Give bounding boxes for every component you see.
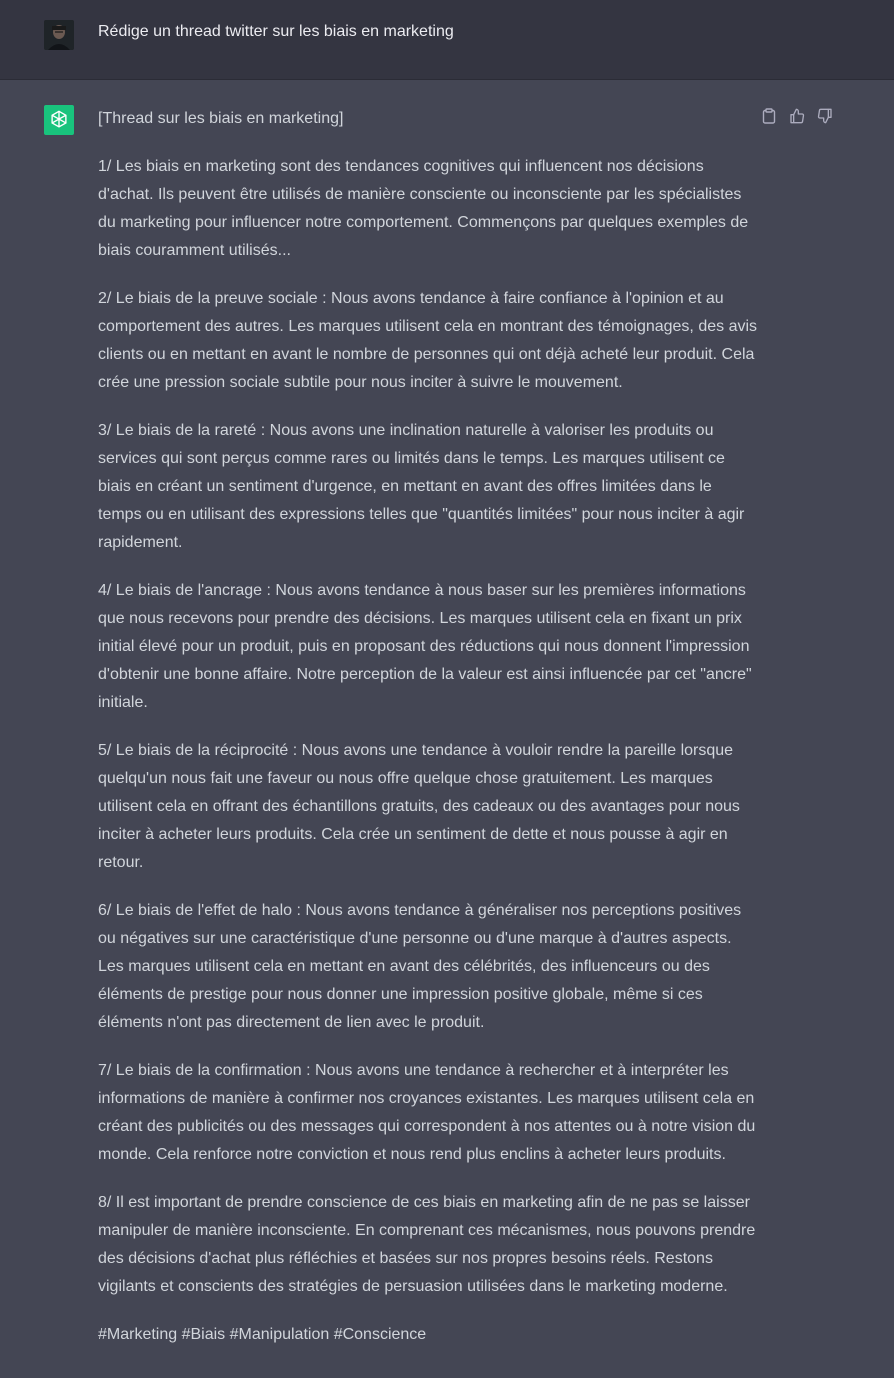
thumbs-up-icon[interactable] xyxy=(788,107,806,125)
assistant-paragraph: 1/ Les biais en marketing sont des tendances cognitives qui influencent nos décisions d'achat. Ils peuvent être utilisés de manière consciente ou inconsciente par les spécialistes du marketing pour influencer notre comportement. Commençons par quelques exemples de biais couramment utilisés... xyxy=(98,158,749,259)
assistant-message-content xyxy=(98,105,758,1369)
message-actions xyxy=(760,107,834,125)
assistant-paragraph: 5/ Le biais de la réciprocité : Nous avons une tendance à vouloir rendre la pareille lorsque quelqu'un nous fait une faveur ou nous offre quelque chose gratuitement. Les marques utilisent cela en offrant des échantillons gratuits, des cadeaux ou des avantages pour nous inciter à acheter leurs produits. Cela crée un sentiment de dette et nous pousse à agir en retour. xyxy=(98,742,740,871)
assistant-paragraph: 3/ Le biais de la rareté : Nous avons une inclination naturelle à valoriser les produits ou services qui sont perçus comme rares ou limités dans le temps. Les marques utilisent ce biais en créant un sentiment d'urgence, en mettant en avant des offres limitées dans le temps ou en utilisant des expressions telles que "quantités limitées" pour nous inciter à agir rapidement. xyxy=(98,422,745,551)
assistant-paragraph: 7/ Le biais de la confirmation : Nous avons une tendance à rechercher et à interpréter les informations de manière à confirmer nos croyances existantes. Les marques utilisent cela en créant des publicités ou des messages qui correspondent à nos attentes ou à notre vision du monde. Cela renforce notre conviction et nous rend plus enclins à acheter leurs produits. xyxy=(98,1062,756,1163)
assistant-paragraph: 2/ Le biais de la preuve sociale : Nous avons tendance à faire confiance à l'opinion et au comportement des autres. Les marques utilisent cela en montrant des témoignages, des avis clients ou en mettant en avant le nombre de personnes qui ont déjà acheté leur produit. Cela crée une pression sociale subtile pour nous inciter à suivre le mouvement. xyxy=(98,290,758,391)
assistant-hashtags: #Marketing #Biais #Manipulation #Conscience xyxy=(98,1326,427,1343)
assistant-message-row xyxy=(0,80,894,1378)
user-avatar xyxy=(44,20,74,50)
chatgpt-logo-icon xyxy=(44,105,74,135)
assistant-paragraph: 4/ Le biais de l'ancrage : Nous avons tendance à nous baser sur les premières informations que nous recevons pour prendre des décisions. Les marques utilisent cela en fixant un prix initial élevé pour un produit, puis en proposant des réductions qui nous donnent l'impression d'obtenir une bonne affaire. Notre perception de la valeur est ainsi influencée par cet "ancre" initiale. xyxy=(98,582,752,711)
user-message-row xyxy=(0,0,894,80)
assistant-paragraph: 6/ Le biais de l'effet de halo : Nous avons tendance à généraliser nos perceptions positives ou négatives sur une caractéristique d'une personne ou d'une marque à d'autres aspects. Les marques utilisent cela en mettant en avant des célébrités, des influenceurs ou des éléments de prestige pour nous donner une impression positive globale, même si ces éléments n'ont pas directement de lien avec le produit. xyxy=(98,902,742,1031)
clipboard-icon[interactable] xyxy=(760,107,778,125)
assistant-paragraph: [Thread sur les biais en marketing] xyxy=(98,110,344,127)
assistant-paragraph: 8/ Il est important de prendre conscience de ces biais en marketing afin de ne pas se laisser manipuler de manière inconsciente. En comprenant ces mécanismes, nous pouvons prendre des décisions d'achat plus réfléchies et basées sur nos propres besoins réels. Restons vigilants et conscients des stratégies de persuasion utilisées dans le marketing moderne. xyxy=(98,1194,756,1295)
thumbs-down-icon[interactable] xyxy=(816,107,834,125)
user-message-text: Rédige un thread twitter sur les biais en marketing xyxy=(98,23,454,40)
